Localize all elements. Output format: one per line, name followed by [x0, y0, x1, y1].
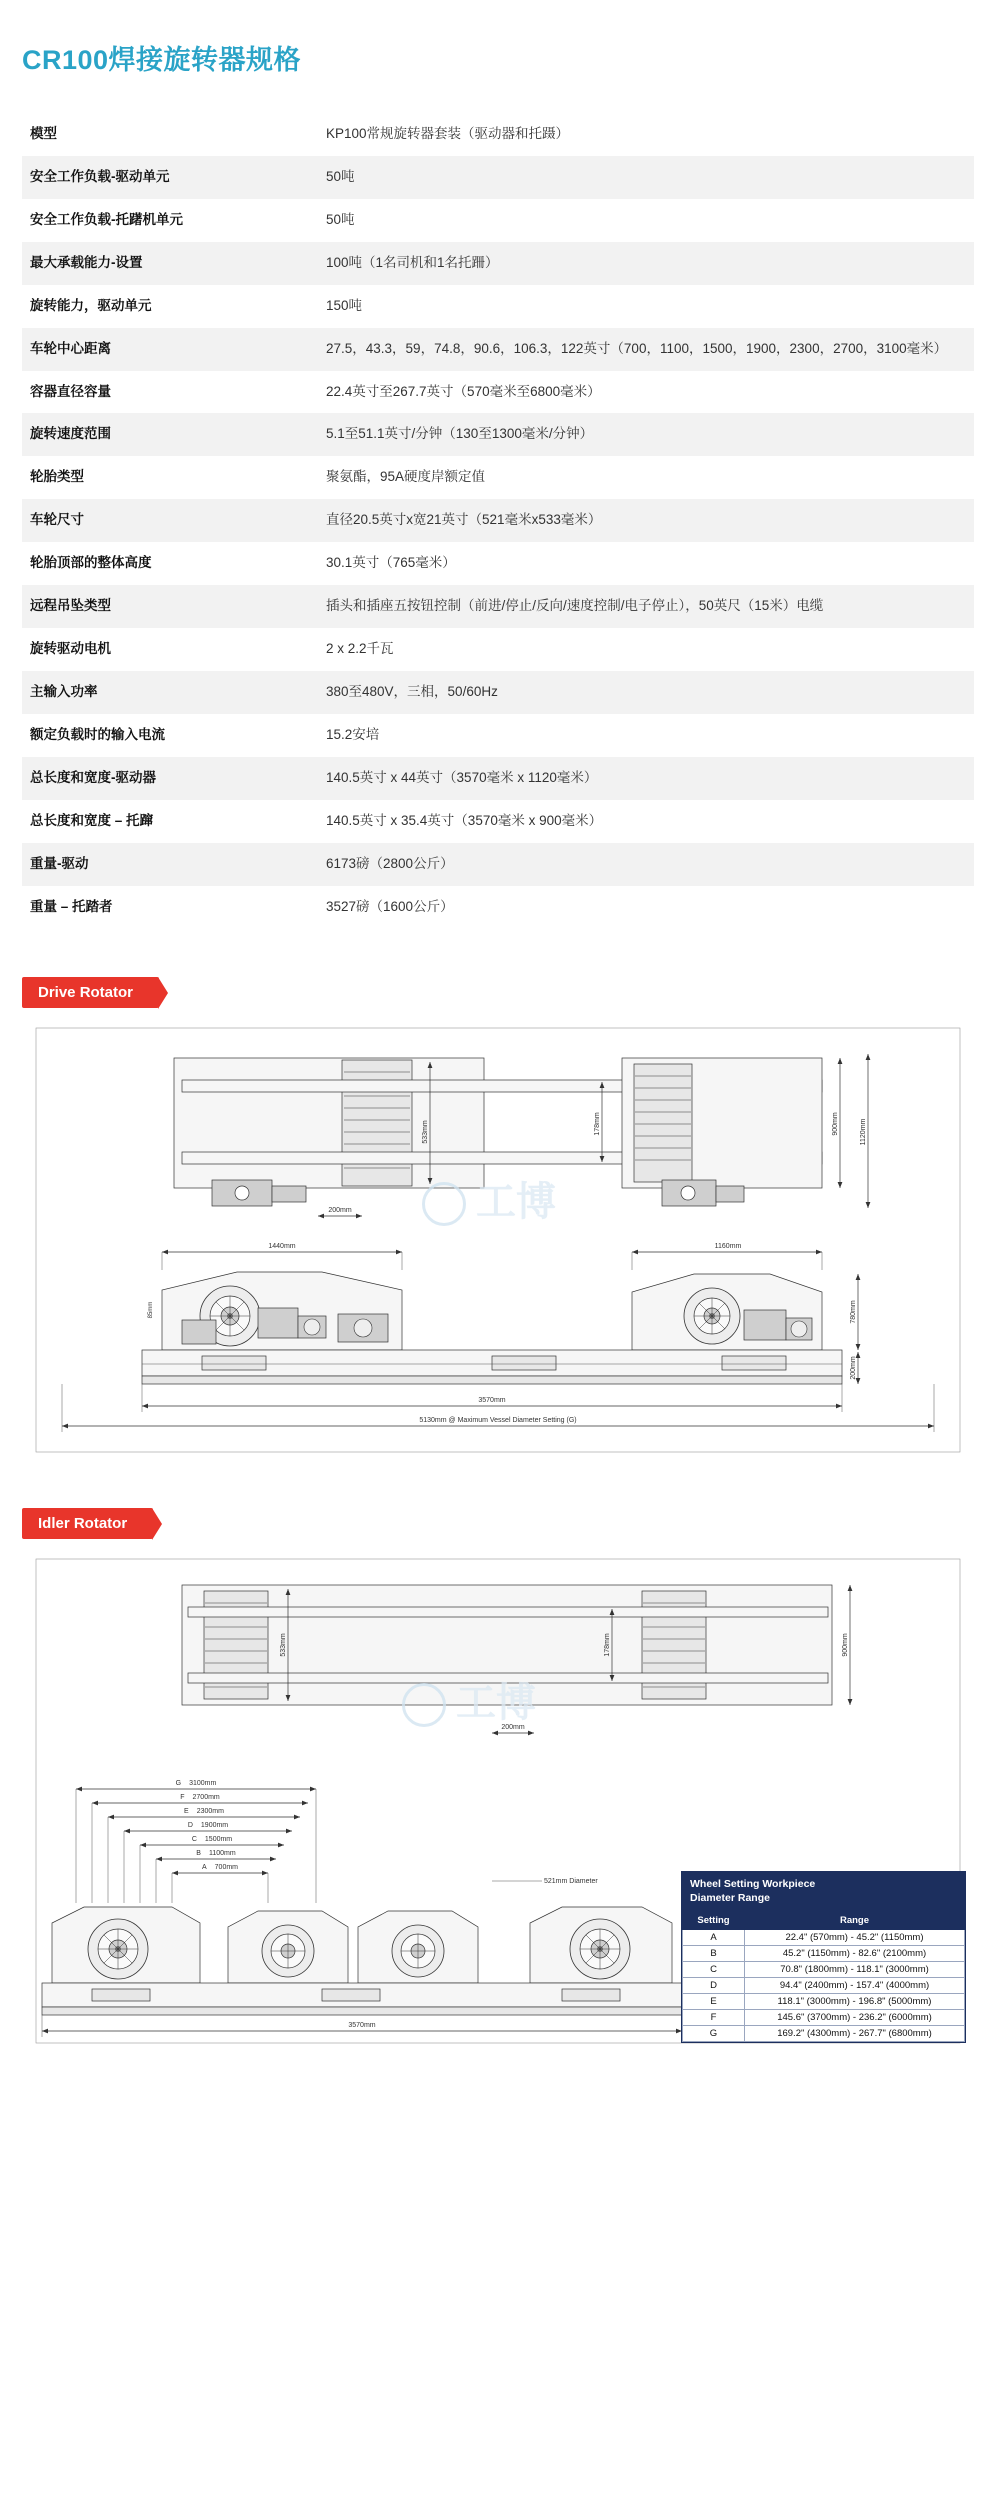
wheel-setting: F [683, 2009, 745, 2025]
table-row [683, 1945, 965, 1961]
table-row [22, 413, 974, 456]
table-row [22, 113, 974, 156]
setting-dimension-stack [76, 1780, 316, 1903]
spec-value: 380至480V，三相，50/60Hz [312, 671, 974, 714]
svg-text:F2700mm [180, 1794, 220, 1801]
spec-key: 轮胎类型 [30, 469, 84, 485]
spec-value: 直径20.5英寸x宽21英寸（521毫米x533毫米） [312, 499, 974, 542]
setting-val-d: 1900mm [200, 1821, 229, 1829]
spec-key: 远程吊坠类型 [22, 585, 312, 628]
dim-drive-max-setting: 5130mm @ Maximum Vessel Diameter Setting (G) [419, 1416, 577, 1424]
spec-key: 安全工作负载-托躇机单元 [30, 211, 183, 227]
wheel-setting-table [681, 1871, 966, 2042]
spec-key: 旋转驱动电机 [30, 641, 111, 657]
wheel-range: 145.6" (3700mm) - 236.2" (6000mm) [745, 2009, 965, 2025]
spec-key: 模型 [30, 126, 57, 141]
table-row [22, 242, 974, 285]
spec-value: 插头和插座五按钮控制（前进/停止/反向/速度控制/电子停止），50英尺（15米）电缆 [312, 585, 974, 628]
table-row [22, 886, 974, 929]
spec-key: 旋转能力，驱动单元 [30, 297, 152, 313]
spec-value: 15.2安培 [326, 726, 380, 742]
spec-key: 车轮中心距离 [22, 328, 312, 371]
spec-key: 最大承载能力-设置 [22, 242, 312, 285]
spec-key: 车轮尺寸 [22, 499, 312, 542]
table-row [22, 843, 974, 886]
wheel-range-table [682, 1911, 965, 2042]
spec-value: KP100常规旋转器套装（驱动器和托蹑） [326, 126, 570, 141]
wheel-range: 169.2" (4300mm) - 267.7" (6800mm) [745, 2025, 965, 2041]
specifications-table [22, 113, 974, 929]
table-row [22, 456, 974, 499]
setting-tag-c: C [191, 1835, 197, 1843]
svg-text:D1900mm [188, 1822, 228, 1829]
setting-tag-a: A [201, 1863, 207, 1871]
wheel-col-setting: Setting [683, 1911, 745, 1929]
spec-value: 27.5，43.3，59，74.8，90.6，106.3，122英寸（700，1100，1500，1900，2300，2700，3100毫米） [312, 328, 974, 371]
table-row [22, 757, 974, 800]
dim-drive-front-right-w: 1160mm [714, 1242, 742, 1250]
dim-drive-front-right-h: 780mm [850, 1299, 857, 1324]
svg-text:E2300mm [184, 1808, 224, 1815]
drive-rotator-diagram [22, 1020, 974, 1460]
page-title: CR100焊接旋转器规格 [22, 45, 302, 75]
spec-value: 50吨 [326, 211, 355, 227]
setting-val-c: 1500mm [204, 1835, 233, 1843]
wheel-setting: B [683, 1945, 745, 1961]
table-row [22, 800, 974, 843]
wheel-setting: D [683, 1977, 745, 1993]
table-row [683, 2025, 965, 2041]
setting-tag-b: B [196, 1849, 201, 1857]
wheel-table-title [682, 1872, 965, 1910]
table-row [22, 499, 974, 542]
spec-value: 3527磅（1600公斤） [326, 898, 454, 914]
table-row [683, 2009, 965, 2025]
wheel-range: 94.4" (2400mm) - 157.4" (4000mm) [745, 1977, 965, 1993]
spec-key: 轮胎顶部的整体高度 [30, 555, 152, 571]
idler-rotator-ribbon-label: Idler Rotator [22, 1508, 153, 1539]
dim-idler-top-right-outer: 900mm [842, 1632, 849, 1657]
setting-tag-f: F [180, 1793, 185, 1801]
dim-idler-top-right-h: 178mm [604, 1632, 611, 1657]
idler-rotator-diagram [22, 1551, 974, 2051]
spec-key: 重量 – 托踏者 [30, 898, 113, 914]
spec-key: 重量-驱动 [22, 843, 312, 886]
spec-key: 主输入功率 [22, 671, 312, 714]
spec-value: 150吨 [326, 297, 363, 313]
spec-value: 100吨（1名司机和1名托跚） [312, 242, 974, 285]
spec-value: 140.5英寸 x 44英寸（3570毫米 x 1120毫米） [312, 757, 974, 800]
table-row [22, 156, 974, 199]
watermark-drive: 工博 [422, 1170, 556, 1227]
table-row [22, 671, 974, 714]
wheel-setting: C [683, 1961, 745, 1977]
wheel-setting: G [683, 2025, 745, 2041]
setting-tag-d: D [187, 1821, 193, 1829]
svg-text:C1500mm [192, 1836, 232, 1843]
spec-key: 安全工作负载-驱动单元 [22, 156, 312, 199]
spec-table-body [22, 113, 974, 929]
table-row [22, 714, 974, 757]
spec-value: 140.5英寸 x 35.4英寸（3570毫米 x 900毫米） [326, 812, 603, 828]
dim-idler-wheel-dia: 521mm Diameter [544, 1877, 598, 1885]
wheel-setting: E [683, 1993, 745, 2009]
svg-text:G3100mm [176, 1780, 217, 1787]
wheel-setting: A [683, 1929, 745, 1945]
spec-value: 6173磅（2800公斤） [312, 843, 974, 886]
wheel-range: 45.2" (1150mm) - 82.6" (2100mm) [745, 1945, 965, 1961]
spec-key: 旋转速度范围 [22, 413, 312, 456]
dim-idler-top-left-h: 533mm [280, 1632, 287, 1657]
table-row [22, 542, 974, 585]
table-row [683, 1977, 965, 1993]
drive-rotator-ribbon-label: Drive Rotator [22, 977, 159, 1008]
dim-idler-top-small: 200mm [501, 1723, 525, 1731]
watermark-idler: 工博 [402, 1671, 536, 1728]
setting-tag-e: E [184, 1807, 189, 1815]
spec-value: 50吨 [312, 156, 974, 199]
setting-val-f: 2700mm [192, 1793, 220, 1801]
dim-idler-overall-len: 3570mm [348, 2021, 376, 2029]
setting-tag-g: G [175, 1779, 182, 1787]
table-row [683, 1993, 965, 2009]
setting-val-e: 2300mm [196, 1807, 224, 1815]
dim-drive-top-right-outer2: 1120mm [860, 1118, 867, 1145]
spec-value: 聚氨酯，95A硬度岸额定值 [326, 469, 486, 485]
drive-rotator-section-header [22, 977, 1000, 1008]
table-row [22, 371, 974, 414]
table-row [22, 328, 974, 371]
wheel-table-header-row [683, 1911, 965, 1929]
spec-key: 额定负载时的输入电流 [30, 726, 165, 742]
table-row [683, 1929, 965, 1945]
spec-key: 容器直径容量 [30, 383, 111, 399]
dim-drive-top-left-h: 533mm [422, 1119, 429, 1144]
setting-val-b: 1100mm [208, 1849, 236, 1857]
wheel-table-title-line2: Diameter Range [690, 1892, 770, 1905]
spec-value: 30.1英寸（765毫米） [326, 555, 456, 571]
dim-drive-top-right-h: 178mm [594, 1111, 601, 1136]
setting-val-g: 3100mm [189, 1779, 217, 1787]
spec-key: 总长度和宽度-驱动器 [22, 757, 312, 800]
dim-drive-overall-len: 3570mm [478, 1396, 506, 1404]
table-row [22, 628, 974, 671]
spec-value: 5.1至51.1英寸/分钟（130至1300毫米/分钟） [312, 413, 974, 456]
dim-drive-front-base-h: 200mm [850, 1355, 857, 1380]
table-row [22, 585, 974, 628]
dim-drive-top-right-outer: 900mm [832, 1111, 839, 1136]
wheel-range: 70.8" (1800mm) - 118.1" (3000mm) [745, 1961, 965, 1977]
dim-drive-front-left-h: 85mm [148, 1301, 154, 1318]
wheel-range: 22.4" (570mm) - 45.2" (1150mm) [745, 1929, 965, 1945]
table-row [22, 199, 974, 242]
wheel-range: 118.1" (3000mm) - 196.8" (5000mm) [745, 1993, 965, 2009]
svg-text:B1100mm [196, 1850, 236, 1857]
table-row [22, 285, 974, 328]
idler-rotator-section-header [22, 1508, 1000, 1539]
wheel-table-title-line1: Wheel Setting Workpiece [690, 1878, 816, 1891]
spec-value: 22.4英寸至267.7英寸（570毫米至6800毫米） [326, 383, 601, 399]
spec-value: 2 x 2.2千瓦 [326, 641, 394, 657]
drive-rotator-drawing [22, 1020, 974, 1460]
svg-text:A700mm [202, 1864, 238, 1871]
spec-key: 总长度和宽度 – 托蹿 [30, 812, 154, 828]
dim-drive-front-left-w: 1440mm [268, 1242, 296, 1250]
dim-drive-top-small: 200mm [328, 1206, 352, 1214]
setting-val-a: 700mm [214, 1863, 239, 1871]
table-row [683, 1961, 965, 1977]
wheel-col-range: Range [745, 1911, 965, 1929]
